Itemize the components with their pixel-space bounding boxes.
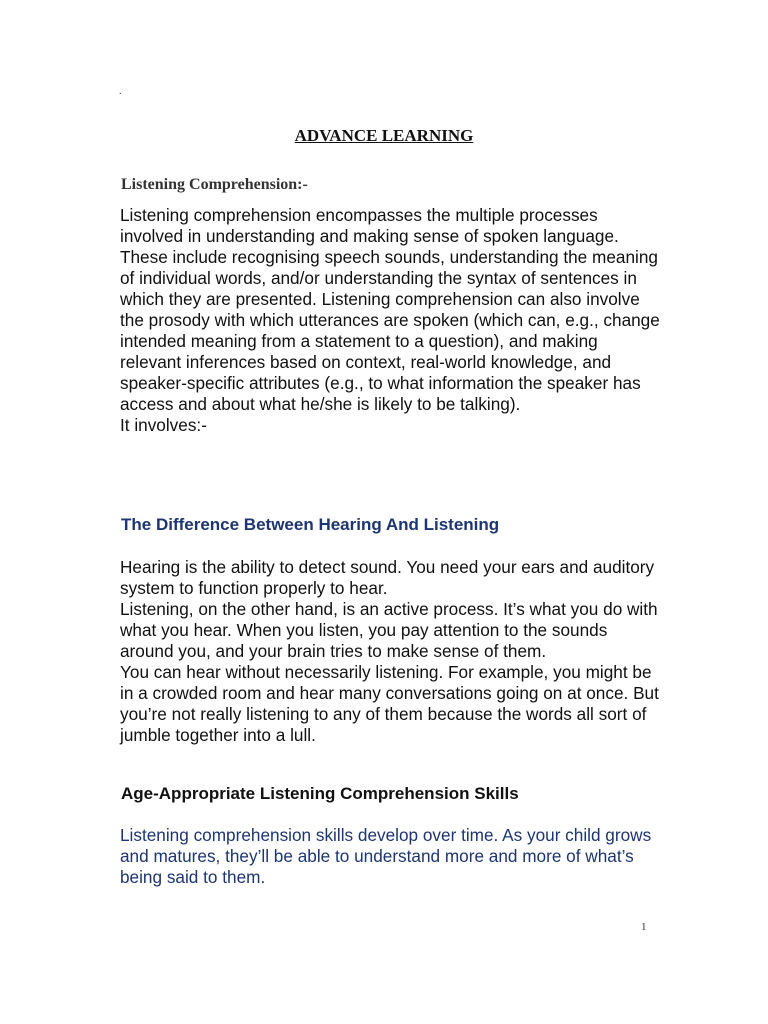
section-heading-hearing-vs-listening: The Difference Between Hearing And Listening bbox=[121, 515, 500, 534]
paragraph: These include recognising speech sounds, understanding the meaning of individual words, and/or understanding the syntax of sentences in which they are presented. Listening comprehension can also involve the prosody with which utterances are spoken (which can, e.g., change intended meaning from a statement to a question), and making relevant inferences based on context, real-world knowledge, and speaker-specific attributes (e.g., to what information the speaker has access and about what he/she is likely to be talking). bbox=[120, 247, 660, 414]
stray-dot: . bbox=[119, 86, 122, 97]
section-body-listening-comprehension bbox=[120, 205, 660, 436]
document-title: ADVANCE LEARNING bbox=[294, 126, 474, 145]
paragraph: Listening comprehension skills develop over time. As your child grows and matures, they’ll be able to understand more and more of what’s being said to them. bbox=[120, 825, 652, 887]
paragraph: You can hear without necessarily listening. For example, you might be in a crowded room and hear many conversations going on at once. But you’re not really listening to any of them because the words all sort of jumble together into a lull. bbox=[120, 662, 659, 745]
section-body-hearing-vs-listening bbox=[120, 557, 660, 746]
section-heading-listening-comprehension: Listening Comprehension:- bbox=[121, 176, 308, 193]
section-heading-age-appropriate-skills: Age-Appropriate Listening Comprehension Skills bbox=[121, 784, 519, 803]
section-body-age-appropriate-skills bbox=[120, 825, 660, 888]
paragraph: It involves:- bbox=[120, 415, 207, 435]
page-number: 1 bbox=[641, 921, 647, 933]
paragraph: Listening comprehension encompasses the multiple processes involved in understanding and making sense of spoken language. bbox=[120, 205, 619, 246]
paragraph: Listening, on the other hand, is an active process. It’s what you do with what you hear. When you listen, you pay attention to the sounds around you, and your brain tries to make sense of them. bbox=[120, 599, 658, 661]
paragraph: Hearing is the ability to detect sound. You need your ears and auditory system to function properly to hear. bbox=[120, 557, 655, 598]
